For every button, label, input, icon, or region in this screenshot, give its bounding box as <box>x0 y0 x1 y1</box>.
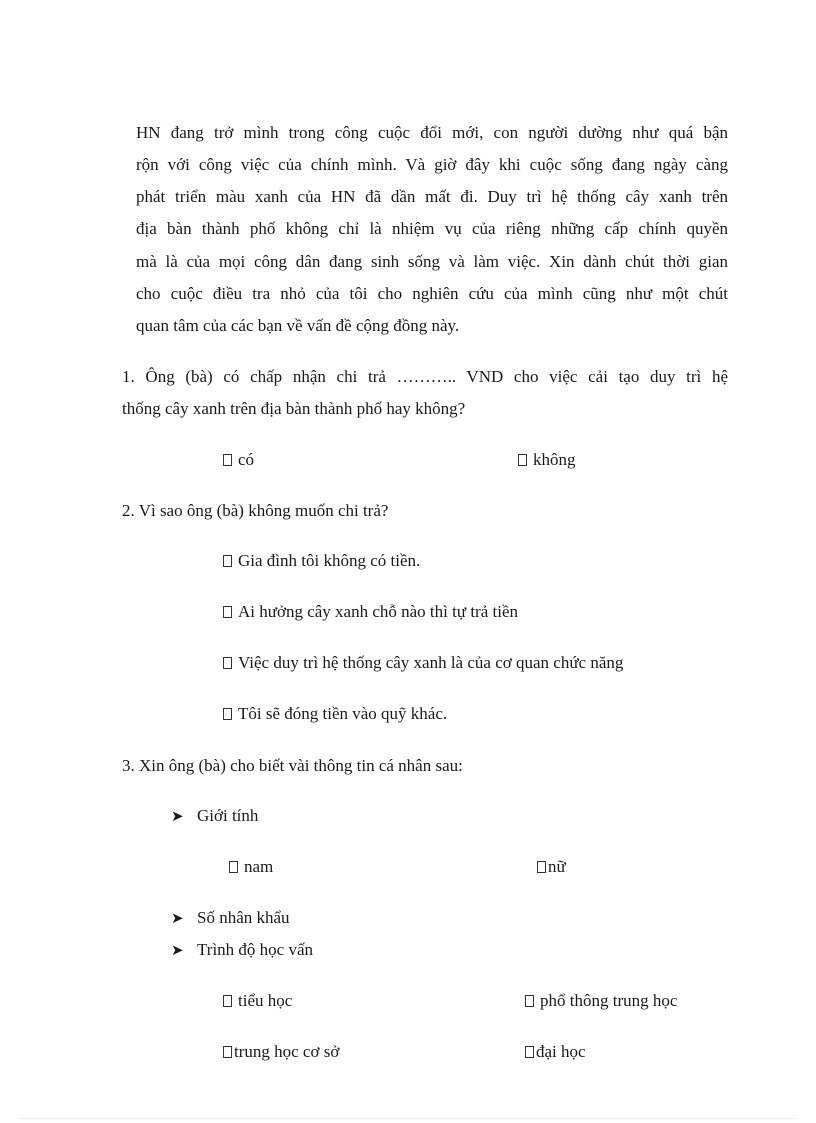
checkbox-icon[interactable] <box>537 861 546 873</box>
arrow-bullet-icon: ➤ <box>171 809 184 825</box>
option-authority-duty[interactable] <box>223 654 623 671</box>
arrow-bullet-icon: ➤ <box>171 943 184 959</box>
question-1-text: 1. Ông (bà) có chấp nhận chi trả ……….. VND cho việc cải tạo duy trì hệ <box>122 367 728 386</box>
option-label: tiểu học <box>238 991 293 1010</box>
checkbox-icon[interactable] <box>223 454 232 466</box>
option-yes[interactable] <box>223 451 254 468</box>
arrow-bullet-icon: ➤ <box>171 911 184 927</box>
option-female[interactable] <box>537 858 566 875</box>
option-label: trung học cơ sở <box>234 1042 340 1061</box>
checkbox-icon[interactable] <box>223 995 232 1007</box>
option-label: Tôi sẽ đóng tiền vào quỹ khác. <box>238 704 448 723</box>
household-label: Số nhân khẩu <box>197 908 290 927</box>
option-label: Gia đình tôi không có tiền. <box>238 551 421 570</box>
option-label: Việc duy trì hệ thống cây xanh là của cơ quan chức năng <box>238 653 624 672</box>
intro-line: rộn với công việc của chính mình. Và giờ đây khi cuộc sống đang ngày càng <box>136 155 728 174</box>
page-bottom-divider <box>20 1118 796 1119</box>
education-item <box>171 941 313 959</box>
checkbox-icon[interactable] <box>223 606 232 618</box>
option-label: đại học <box>536 1042 586 1061</box>
option-university[interactable] <box>525 1043 586 1060</box>
option-no-label: không <box>533 450 576 469</box>
checkbox-icon[interactable] <box>518 454 527 466</box>
intro-line: quan tâm của các bạn về vấn đề cộng đồng này. <box>136 316 460 335</box>
intro-line: địa bàn thành phố không chỉ là nhiệm vụ của riêng những cấp chính quyền <box>136 219 728 238</box>
option-no-money[interactable] <box>223 552 420 569</box>
question-3-text: 3. Xin ông (bà) cho biết vài thông tin cá nhân sau: <box>122 756 463 775</box>
education-label: Trình độ học vấn <box>197 940 314 959</box>
option-male[interactable] <box>229 858 273 875</box>
option-secondary[interactable] <box>223 1043 339 1060</box>
intro-line: phát triển màu xanh của HN đã dần mất đi. Duy trì hệ thống cây xanh trên <box>136 187 728 206</box>
option-no[interactable] <box>518 451 576 468</box>
option-primary[interactable] <box>223 992 292 1009</box>
gender-label: Giới tính <box>197 806 259 825</box>
intro-line: mà là của mọi công dân đang sinh sống và làm việc. Xin dành chút thời gian <box>136 252 728 271</box>
option-label: Ai hưởng cây xanh chỗ nào thì tự trả tiền <box>238 602 518 621</box>
checkbox-icon[interactable] <box>525 995 534 1007</box>
household-item <box>171 909 290 927</box>
option-female-label: nữ <box>548 857 566 876</box>
option-yes-label: có <box>238 450 255 469</box>
checkbox-icon[interactable] <box>223 1046 232 1058</box>
intro-line: cho cuộc điều tra nhỏ của tôi cho nghiên cứu của mình cũng như một chút <box>136 284 728 303</box>
option-other-fund[interactable] <box>223 705 447 722</box>
option-male-label: nam <box>244 857 274 876</box>
checkbox-icon[interactable] <box>223 708 232 720</box>
gender-item <box>171 807 258 825</box>
question-2-text: 2. Vì sao ông (bà) không muốn chi trả? <box>122 501 389 520</box>
checkbox-icon[interactable] <box>223 555 232 567</box>
checkbox-icon[interactable] <box>525 1046 534 1058</box>
option-label: phổ thông trung học <box>540 991 678 1010</box>
option-high-school[interactable] <box>525 992 677 1009</box>
checkbox-icon[interactable] <box>229 861 238 873</box>
checkbox-icon[interactable] <box>223 657 232 669</box>
intro-line: HN đang trở mình trong công cuộc đổi mới, con người dường như quá bận <box>136 123 728 142</box>
option-user-pays[interactable] <box>223 603 518 620</box>
question-1-text-cont: thống cây xanh trên địa bàn thành phố hay không? <box>122 399 466 418</box>
